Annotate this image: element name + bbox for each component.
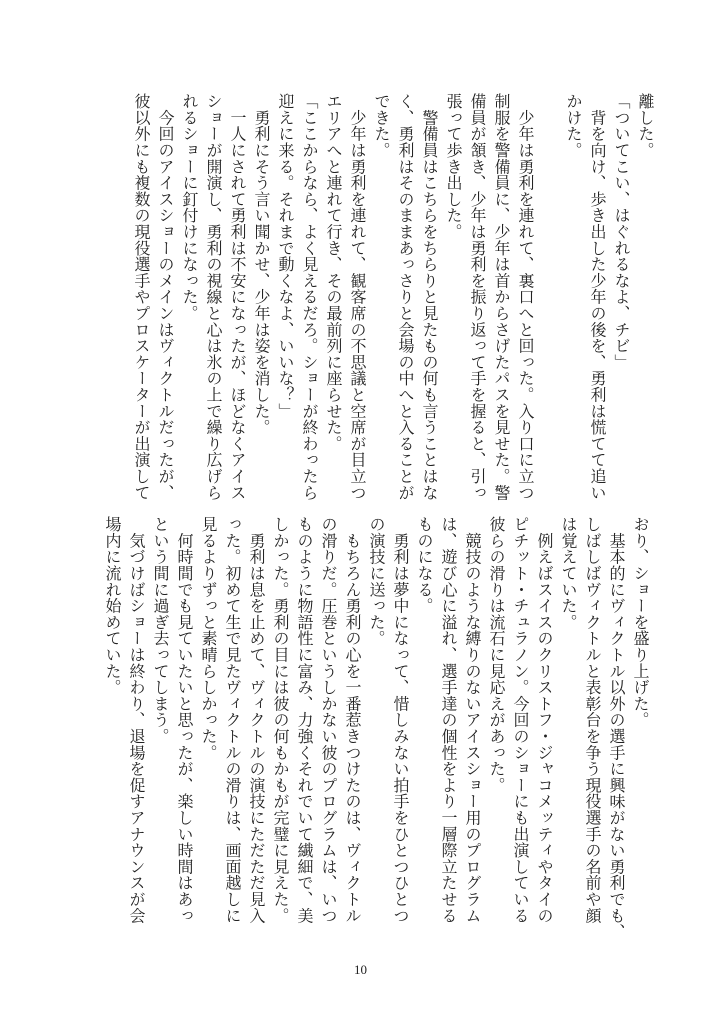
text-line: 張って歩き出した。 <box>444 93 463 240</box>
text-line: ショーが開演し、勇利の視線と心は氷の上で繰り広げら <box>204 93 223 501</box>
text-line: 一人にされて勇利は不安になったが、ほどなくアイス <box>228 93 247 501</box>
text-line: 何時間でも見ていたいと思ったが、楽しい時間はあっ <box>175 516 194 924</box>
page-number: 10 <box>354 962 367 977</box>
text-line: 基本的にヴィクトル以外の選手に興味がない勇利でも、 <box>607 516 626 940</box>
text-line: おり、ショーを盛り上げた。 <box>631 516 650 728</box>
text-line: ピチット・チュラノン。今回のショーにも出演している <box>511 516 530 924</box>
text-line: 勇利にそう言い聞かせ、少年は姿を消した。 <box>252 93 271 436</box>
text-line: しかった。勇利の目には彼の何もかもが完璧に見えた。 <box>271 516 290 924</box>
text-line: 気づけばショーは終わり、退場を促すアナウンスが会 <box>127 516 146 924</box>
text-line: という間に過ぎ去ってしまう。 <box>151 516 170 745</box>
text-line: 競技のような縛りのないアイスショー用のプログラム <box>463 516 482 924</box>
text-line: った。初めて生で見たヴィクトルの滑りは、画面越しに <box>223 516 242 924</box>
text-line: 少年は勇利を連れて、観客席の不思議と空席が目立つ <box>348 93 367 501</box>
text-line: 場内に流れ始めていた。 <box>103 516 122 696</box>
text-line: の滑りだ。圧巻というしかない彼のプログラムは、いつ <box>319 516 338 924</box>
text-line: 勇利は夢中になって、惜しみない拍手をひとつひとつ <box>391 516 410 924</box>
text-line: 彼らの滑りは流石に見応えがあった。 <box>487 516 506 794</box>
text-line: 彼以外にも複数の現役選手やプロスケーターが出演して <box>132 93 151 501</box>
text-block-top <box>129 93 657 501</box>
text-line: 離した。 <box>636 93 655 159</box>
text-line: 背を向け、歩き出した少年の後を、勇利は慌てて追い <box>588 93 607 501</box>
text-line: 例えばスイスのクリストフ・ジャコメッティやタイの <box>535 516 554 924</box>
text-line: 「ついてこい、はぐれるなよ、チビ」 <box>612 93 631 371</box>
text-line: 備員が頷き、少年は勇利を振り返って手を握ると、引っ <box>468 93 487 501</box>
text-line: かけた。 <box>564 93 583 159</box>
text-line: は覚えていた。 <box>559 516 578 631</box>
text-line: 迎えに来る。それまで動くなよ、いいな？」 <box>276 93 295 419</box>
text-block-bottom <box>100 516 652 940</box>
text-line: しばしばヴィクトルと表彰台を争う現役選手の名前や顔 <box>583 516 602 924</box>
text-line: く、勇利はそのままあっさりと会場の中へと入ることが <box>396 93 415 501</box>
text-line: 「ここからなら、よく見えるだろ。ショーが終わったら <box>300 93 319 501</box>
text-line <box>537 93 561 493</box>
text-line: 見るよりずっと素晴らしかった。 <box>199 516 218 761</box>
text-line: できた。 <box>372 93 391 159</box>
text-line: 勇利は息を止めて、ヴィクトルの演技にただただ見入 <box>247 516 266 924</box>
text-line: れるショーに釘付けになった。 <box>180 93 199 322</box>
text-line: 今回のアイスショーのメインはヴィクトルだったが、 <box>156 93 175 501</box>
text-line: ものように物語性に富み、力強くそれでいて繊細で、美 <box>295 516 314 924</box>
text-line: 警備員はこちらをちらりと見たもの何も言うことはな <box>420 93 439 501</box>
text-line: もちろん勇利の心を一番惹きつけたのは、ヴィクトル <box>343 516 362 924</box>
text-line: ものになる。 <box>415 516 434 614</box>
text-line: 少年は勇利を連れて、裏口へと回った。入り口に立つ <box>516 93 535 501</box>
text-line: は、遊び心に溢れ、選手達の個性をより一層際立たせる <box>439 516 458 924</box>
text-line: エリアへと連れて行き、その最前列に座らせた。 <box>324 93 343 452</box>
text-line: 制服を警備員に、少年は首からさげたパスを見せた。警 <box>492 93 511 501</box>
text-line: の演技に送った。 <box>367 516 386 647</box>
